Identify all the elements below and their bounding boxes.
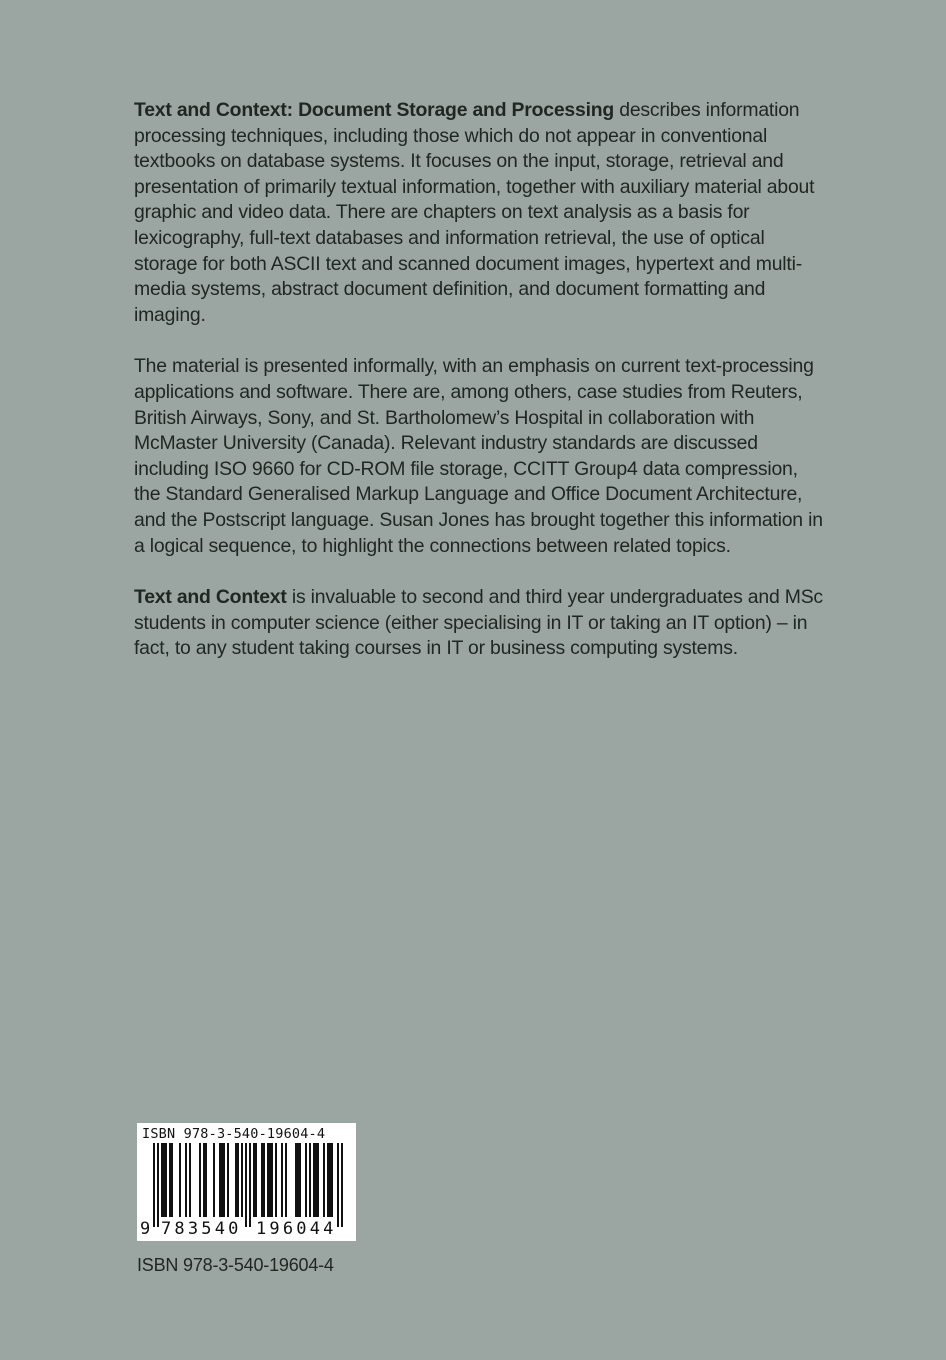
barcode-left-digits: 783540 xyxy=(161,1219,242,1239)
barcode-bar xyxy=(169,1143,171,1217)
barcode-bar xyxy=(227,1143,229,1217)
barcode-bar xyxy=(255,1143,257,1217)
barcode-bar xyxy=(285,1143,287,1217)
barcode-bar xyxy=(189,1143,191,1217)
barcode-guard-bar xyxy=(249,1143,251,1227)
barcode-bar xyxy=(203,1143,205,1217)
barcode-guard-bar xyxy=(157,1143,159,1227)
blurb-paragraph-1-text: describes information processing techniques, including those which do not appear in conventional textbooks on database systems. It focuses on the input, storage, retrieval and presentation of primarily textual information, together with auxiliary material about graphic and video data. There are chapters on text analysis as a basis for lexicography, full-text databases and information retrieval, the use of optical storage for both ASCII text and scanned document images, hypertext and multi-media systems, abstract document definition, and document formatting and imaging. xyxy=(134,99,815,326)
barcode-bar xyxy=(327,1143,329,1217)
barcode-guard-bar xyxy=(153,1143,155,1227)
barcode-bar xyxy=(237,1143,239,1217)
barcode-bar xyxy=(271,1143,273,1217)
barcode-bar xyxy=(297,1143,299,1217)
barcode-bar xyxy=(165,1143,167,1217)
barcode-guard-bar xyxy=(341,1143,343,1227)
barcode-bar xyxy=(179,1143,181,1217)
barcode-guard-bar xyxy=(337,1143,339,1227)
book-title-bold: Text and Context: Document Storage and Processing xyxy=(134,99,615,121)
blurb-paragraph-2 xyxy=(134,354,824,559)
barcode-bar xyxy=(295,1143,297,1217)
barcode-bar xyxy=(235,1143,237,1217)
barcode-bar xyxy=(317,1143,319,1217)
barcode-bar xyxy=(275,1143,277,1217)
barcode-bar xyxy=(305,1143,307,1217)
isbn-barcode xyxy=(137,1123,356,1241)
barcode-bar xyxy=(267,1143,269,1217)
barcode-bar xyxy=(309,1143,311,1217)
barcode-bar xyxy=(329,1143,331,1217)
barcode-bar xyxy=(331,1143,333,1217)
blurb-paragraph-2-text: The material is presented informally, with an emphasis on current text-processing applications and software. There are, among others, case studies from Reuters, British Airways, Sony, and St. Bartholomew’s Hospital in collaboration with McMaster University (Canada). Relevant industry standards are discussed including ISO 9660 for CD-ROM file storage, CCITT Group4 data compression, the Standard Generalised Markup Language and Office Document Architecture, and the Postscript language. Susan Jones has brought together this information in a logical sequence, to highlight the connections between related topics. xyxy=(134,355,823,557)
barcode-bar xyxy=(263,1143,265,1217)
barcode-bar xyxy=(219,1143,221,1217)
barcode-bar xyxy=(261,1143,263,1217)
barcode-bar xyxy=(221,1143,223,1217)
barcode-bar xyxy=(315,1143,317,1217)
barcode-bar xyxy=(199,1143,201,1217)
barcode-bar xyxy=(253,1143,255,1217)
barcode-isbn-label: ISBN 978-3-540-19604-4 xyxy=(142,1126,326,1142)
barcode-bar xyxy=(213,1143,215,1217)
barcode-first-digit: 9 xyxy=(140,1219,151,1239)
barcode-bar xyxy=(163,1143,165,1217)
barcode-bar xyxy=(313,1143,315,1217)
barcode-bar xyxy=(161,1143,163,1217)
blurb-paragraph-3-text: is invaluable to second and third year undergraduates and MSc students in computer science (either specialising in IT or taking an IT option) – in fact, to any student taking courses in IT or business computing systems. xyxy=(134,586,823,660)
back-cover-blurb xyxy=(134,98,824,688)
barcode-bar xyxy=(323,1143,325,1217)
barcode-guard-bar xyxy=(245,1143,247,1227)
isbn-text: ISBN 978-3-540-19604-4 xyxy=(137,1255,334,1275)
barcode-bar xyxy=(185,1143,187,1217)
barcode-bar xyxy=(205,1143,207,1217)
barcode-bar xyxy=(281,1143,283,1217)
barcode-bar xyxy=(223,1143,225,1217)
barcode-right-digits: 196044 xyxy=(256,1219,337,1239)
barcode-bar xyxy=(299,1143,301,1217)
barcode-bar xyxy=(171,1143,173,1217)
blurb-paragraph-3 xyxy=(134,585,824,662)
blurb-paragraph-1 xyxy=(134,98,824,328)
book-title-short-bold: Text and Context xyxy=(134,586,287,609)
barcode-bar xyxy=(241,1143,243,1217)
barcode-bar xyxy=(269,1143,271,1217)
